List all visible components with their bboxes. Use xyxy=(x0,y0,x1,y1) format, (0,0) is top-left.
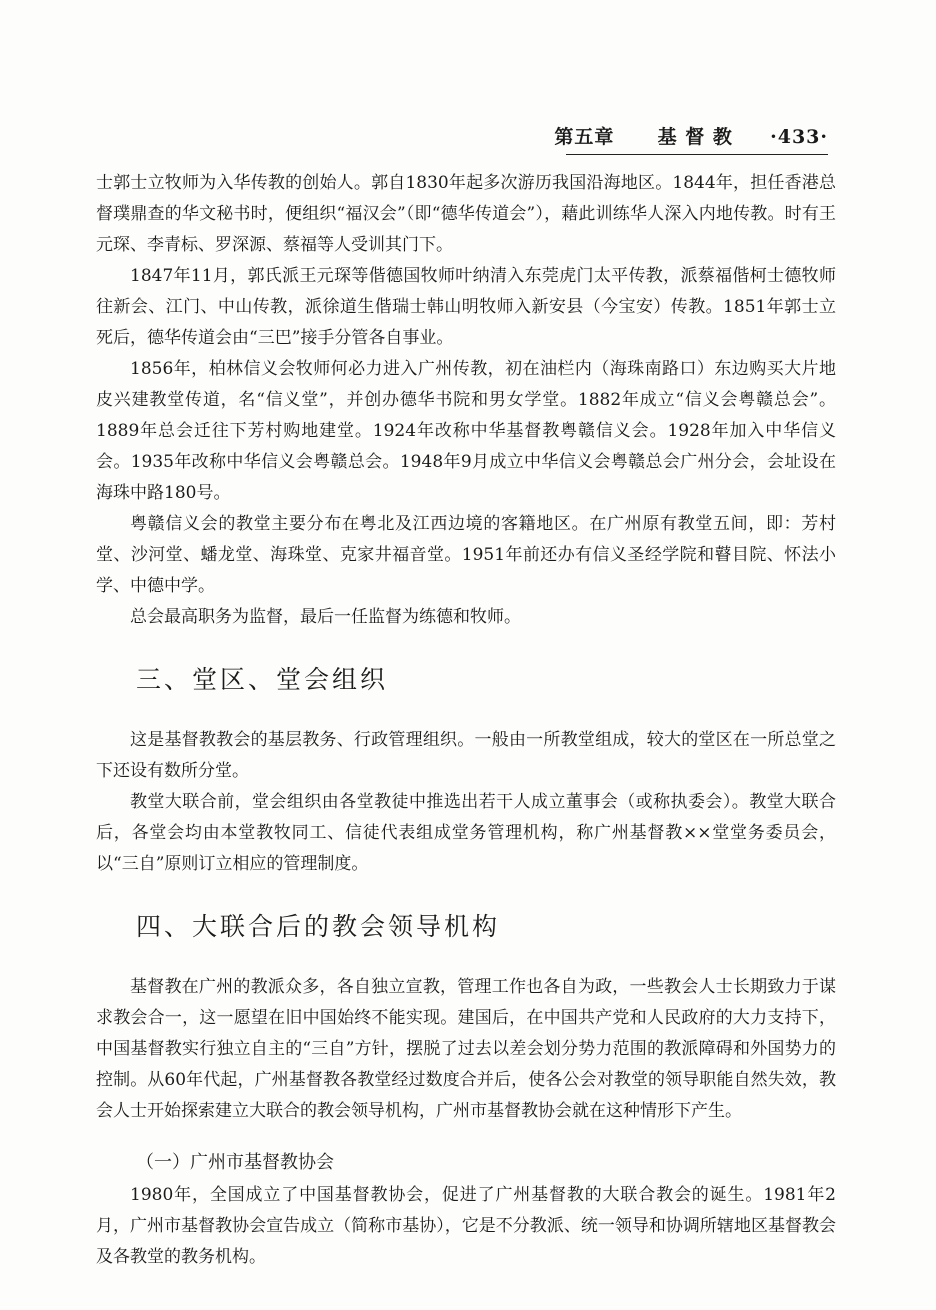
paragraph: 基督教在广州的教派众多，各自独立宣教，管理工作也各自为政，一些教会人士长期致力于谋求教会合一，这一愿望在旧中国始终不能实现。建国后，在中国共产党和人民政府的大力支持下，中国基督教实行独立自主的“三自”方针，摆脱了过去以差会划分势力范围的教派障碍和外国势力的控制。从60年代起，广州基督教各教堂经过数度合并后，使各公会对教堂的领导职能自然失效，教会人士开始探索建立大联合的教会领导机构，广州市基督教协会就在这种情形下产生。 xyxy=(96,977,836,1121)
paragraph: 粤赣信义会的教堂主要分布在粤北及江西边境的客籍地区。在广州原有教堂五间，即：芳村堂、沙河堂、蟠龙堂、海珠堂、克家井福音堂。1951年前还办有信义圣经学院和瞽目院、怀法小学、中德中学。 xyxy=(96,514,836,596)
page-number: ·433· xyxy=(770,126,828,148)
paragraph: 总会最高职务为监督，最后一任监督为练德和牧师。 xyxy=(130,607,521,627)
paragraph: 士郭士立牧师为入华传教的创始人。郭自1830年起多次游历我国沿海地区。1844年，担任香港总督璞鼎查的华文秘书时，便组织“福汉会”（即“德华传道会”），藉此训练华人深入内地传教。时有王元琛、李青标、罗深源、蔡福等人受训其门下。 xyxy=(96,173,836,255)
section-heading: 三、堂区、堂会组织 xyxy=(136,665,389,694)
chapter-label: 第五章 xyxy=(554,126,615,148)
subsection-heading: （一）广州市基督教协会 xyxy=(136,1152,334,1173)
paragraph: 1847年11月，郭氏派王元琛等偕德国牧师叶纳清入东莞虎门太平传教，派蔡福偕柯士德牧师往新会、江门、中山传教，派徐道生偕瑞士韩山明牧师入新安县（今宝安）传教。1851年郭士立死后，德华传道会由“三巴”接手分管各自事业。 xyxy=(96,266,836,348)
header-rule xyxy=(566,154,828,155)
body-text xyxy=(96,168,836,1273)
subject-label: 基 督 教 xyxy=(657,126,733,148)
section-heading: 四、大联合后的教会领导机构 xyxy=(136,912,501,941)
paragraph: 1856年，柏林信义会牧师何必力进入广州传教，初在油栏内（海珠南路口）东边购买大片地皮兴建教堂传道，名“信义堂”，并创办德华书院和男女学堂。1882年成立“信义会粤赣总会”。1889年总会迁往下芳村购地建堂。1924年改称中华基督教粤赣信义会。1928年加入中华信义会。1935年改称中华信义会粤赣总会。1948年9月成立中华信义会粤赣总会广州分会，会址设在海珠中路180号。 xyxy=(96,359,836,503)
paragraph: 这是基督教教会的基层教务、行政管理组织。一般由一所教堂组成，较大的堂区在一所总堂之下还设有数所分堂。 xyxy=(96,730,836,781)
paragraph: 教堂大联合前，堂会组织由各堂教徒中推选出若干人成立董事会（或称执委会）。教堂大联合后，各堂会均由本堂教牧同工、信徒代表组成堂务管理机构，称广州基督教××堂堂务委员会，以“三自”原则订立相应的管理制度。 xyxy=(96,792,836,874)
paragraph: 1980年，全国成立了中国基督教协会，促进了广州基督教的大联合教会的诞生。1981年2月，广州市基督教协会宣告成立（简称市基协），它是不分教派、统一领导和协调所辖地区基督教会及各教堂的教务机构。 xyxy=(96,1185,836,1267)
running-header xyxy=(554,122,828,149)
